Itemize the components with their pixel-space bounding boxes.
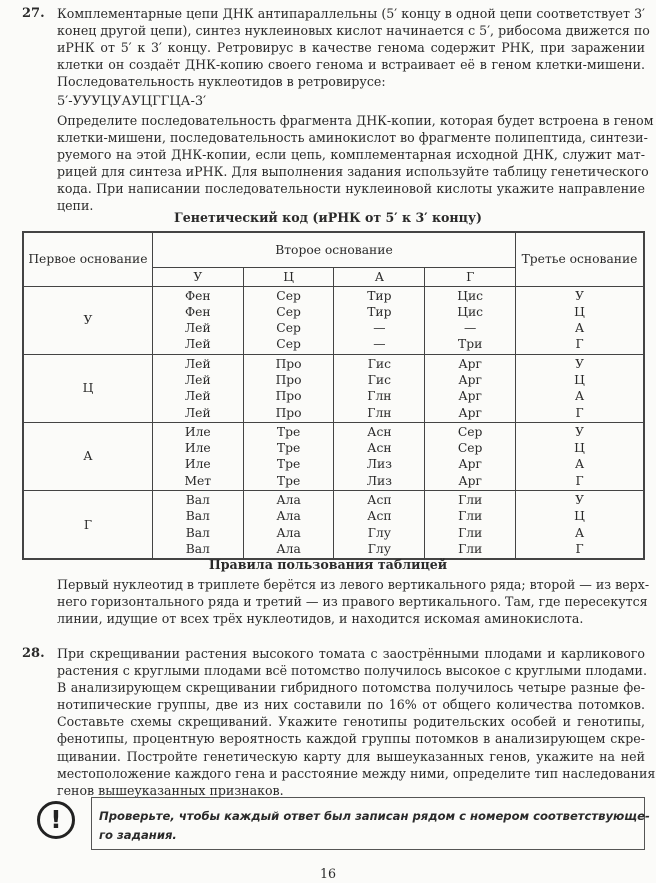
amino-acid: Лей xyxy=(184,337,211,352)
exclamation-icon: ! xyxy=(37,801,75,839)
notice-line: го задания. xyxy=(99,828,177,842)
task-27-number: 27. xyxy=(22,6,45,21)
task-28-number: 28. xyxy=(22,646,45,661)
amino-acid: Вал xyxy=(185,525,210,540)
task-27-question xyxy=(57,112,654,215)
amino-acid: Сер xyxy=(276,321,301,336)
first-base-cell: Г xyxy=(23,491,152,560)
text-line: растения с круглыми плодами всё потомство получилось высокое с круглыми плодами. xyxy=(57,663,647,679)
text-line: генов вышеуказанных признаков. xyxy=(57,782,284,798)
codon-cell xyxy=(334,491,425,560)
third-base: У xyxy=(575,288,584,303)
text-line: При скрещивании растения высокого томата с заострёнными плодами и карликового xyxy=(57,646,645,661)
amino-acid: Гис xyxy=(367,356,391,371)
genetic-code-table xyxy=(22,231,645,560)
codon-cell xyxy=(152,422,243,490)
amino-acid: Асп xyxy=(367,493,392,508)
notice-box xyxy=(91,797,650,850)
amino-acid: Три xyxy=(458,337,483,352)
amino-acid: Тир xyxy=(367,288,392,303)
codon-cell xyxy=(152,286,243,354)
codon-cell xyxy=(425,354,516,422)
text-line: Последовательность нуклеотидов в ретровирусе: xyxy=(57,74,386,90)
text-line: руемого на этой ДНК-копии, если цепь, комплементарная исходной ДНК, служит мат- xyxy=(57,147,645,163)
amino-acid: Арг xyxy=(458,405,482,420)
amino-acid: Глу xyxy=(367,525,391,540)
amino-acid: Лей xyxy=(184,372,211,387)
third-base: Г xyxy=(575,405,584,420)
amino-acid: Сер xyxy=(276,288,301,303)
third-base: Г xyxy=(575,337,584,352)
third-base: У xyxy=(575,493,584,508)
third-base: Ц xyxy=(574,372,585,387)
amino-acid: Тре xyxy=(276,457,301,472)
amino-acid: Арг xyxy=(458,457,482,472)
amino-acid: Асп xyxy=(367,509,392,524)
amino-acid: Сер xyxy=(276,337,301,352)
amino-acid: Ала xyxy=(276,509,301,524)
text-line: Составьте схемы скрещиваний. Укажите генотипы родительских особей и генотипы, xyxy=(57,714,645,730)
third-base: У xyxy=(575,356,584,371)
amino-acid: Гли xyxy=(458,525,483,540)
amino-acid: Иле xyxy=(184,424,211,439)
text-line: местоположение каждого гена и расстояние между ними, определите тип наследования xyxy=(57,765,656,781)
amino-acid: — xyxy=(373,337,386,352)
rules-text xyxy=(57,576,650,627)
table-title: Генетический код (иРНК от 5′ к 3′ концу) xyxy=(174,210,482,225)
amino-acid: Тре xyxy=(276,424,301,439)
amino-acid: Цис xyxy=(457,304,484,319)
text-line: Комплементарные цепи ДНК антипараллельны (5′ концу в одной цепи соответствует 3′ xyxy=(57,6,645,21)
amino-acid: — xyxy=(373,321,386,336)
table-row xyxy=(23,354,644,422)
notice-line: Проверьте, чтобы каждый ответ был записан рядом с номером соответствующе- xyxy=(99,809,650,823)
third-base-cell xyxy=(516,422,644,490)
amino-acid: Арг xyxy=(458,473,482,488)
retrovirus-sequence: 5′-УУУЦУАУЦГГЦА-3′ xyxy=(57,94,207,109)
amino-acid: Ала xyxy=(276,493,301,508)
amino-acid: Про xyxy=(275,389,302,404)
amino-acid: Иле xyxy=(184,457,211,472)
amino-acid: Цис xyxy=(457,288,484,303)
codon-cell xyxy=(425,422,516,490)
amino-acid: Ала xyxy=(276,541,301,556)
amino-acid: Тре xyxy=(276,473,301,488)
codon-cell xyxy=(243,354,334,422)
text-line: клетки-мишени, последовательность аминокислот во фрагменте полипептида, синтези- xyxy=(57,130,648,146)
table-row xyxy=(23,286,644,354)
codon-cell xyxy=(425,286,516,354)
third-base: А xyxy=(574,389,585,404)
second-base-У: У xyxy=(152,267,243,286)
amino-acid: Гли xyxy=(458,509,483,524)
codon-cell xyxy=(425,491,516,560)
amino-acid: Вал xyxy=(185,541,210,556)
page-number: 16 xyxy=(319,866,337,881)
amino-acid: Гли xyxy=(458,541,483,556)
third-base: Г xyxy=(575,473,584,488)
amino-acid: Лиз xyxy=(366,457,392,472)
text-line: цепи. xyxy=(57,198,94,214)
amino-acid: Иле xyxy=(184,441,211,456)
amino-acid: Глу xyxy=(367,541,391,556)
third-base: Г xyxy=(575,541,584,556)
text-line: Первый нуклеотид в триплете берётся из левого вертикального ряда; второй — из верх- xyxy=(57,577,650,592)
amino-acid: Глн xyxy=(367,389,392,404)
amino-acid: Лей xyxy=(184,321,211,336)
amino-acid: Тир xyxy=(367,304,392,319)
first-base-cell: Ц xyxy=(23,354,152,422)
second-base-Г: Г xyxy=(425,267,516,286)
amino-acid: Лиз xyxy=(366,473,392,488)
task-27-intro xyxy=(57,5,650,90)
amino-acid: Арг xyxy=(458,372,482,387)
text-line: него горизонтального ряда и третий — из правого вертикального. Там, где пересекутся xyxy=(57,594,648,610)
text-line: линии, идущие от всех трёх нуклеотидов, и находится искомая аминокислота. xyxy=(57,611,584,627)
third-base: У xyxy=(575,424,584,439)
amino-acid: Сер xyxy=(457,424,483,439)
third-base-cell xyxy=(516,491,644,560)
text-line: рицей для синтеза иРНК. Для выполнения задания используйте таблицу генетического xyxy=(57,164,649,180)
task-28-text xyxy=(57,645,656,799)
text-line: Определите последовательность фрагмента ДНК-копии, которая будет встроена в геном xyxy=(57,113,654,128)
text-line: фенотипы, процентную вероятность каждой группы потомков в анализирующем скре- xyxy=(57,731,645,747)
text-line: щивании. Постройте генетическую карту для вышеуказанных генов, укажите на ней xyxy=(57,748,645,764)
third-base: А xyxy=(574,525,585,540)
table-row xyxy=(23,491,644,560)
first-base-cell: А xyxy=(23,422,152,490)
third-base: Ц xyxy=(574,304,585,319)
codon-cell xyxy=(334,354,425,422)
amino-acid: Про xyxy=(275,372,302,387)
amino-acid: Фен xyxy=(184,304,211,319)
amino-acid: Глн xyxy=(367,405,392,420)
text-line: В анализирующем скрещивании гибридного потомства получилось четыре разные фе- xyxy=(57,680,645,696)
amino-acid: Лей xyxy=(184,405,211,420)
amino-acid: Гис xyxy=(367,372,391,387)
amino-acid: — xyxy=(464,321,477,336)
table-row xyxy=(23,422,644,490)
rules-title: Правила пользования таблицей xyxy=(208,557,448,572)
second-base-Ц: Ц xyxy=(243,267,334,286)
codon-cell xyxy=(152,491,243,560)
third-base-header: Третье основание xyxy=(516,232,644,286)
text-line: нотипические группы, две из них составили по 16% от общего количества потомков. xyxy=(57,697,645,713)
text-line: кода. При написании последовательности нуклеиновой кислоты укажите направление xyxy=(57,181,645,197)
amino-acid: Арг xyxy=(458,389,482,404)
amino-acid: Ала xyxy=(276,525,301,540)
amino-acid: Фен xyxy=(184,288,211,303)
amino-acid: Лей xyxy=(184,389,211,404)
amino-acid: Асн xyxy=(367,424,392,439)
amino-acid: Вал xyxy=(185,493,210,508)
third-base: А xyxy=(574,321,585,336)
amino-acid: Лей xyxy=(184,356,211,371)
amino-acid: Мет xyxy=(184,473,212,488)
third-base: А xyxy=(574,457,585,472)
codon-cell xyxy=(334,286,425,354)
third-base-cell xyxy=(516,354,644,422)
text-line: конец другой цепи), синтез нуклеиновых кислот начинается с 5′, рибосома движется по xyxy=(57,23,650,39)
amino-acid: Асн xyxy=(367,441,392,456)
codon-cell xyxy=(243,286,334,354)
text-line: иРНК от 5′ к 3′ концу. Ретровирус в качестве генома содержит РНК, при заражении xyxy=(57,40,645,56)
third-base: Ц xyxy=(574,509,585,524)
third-base-cell xyxy=(516,286,644,354)
first-base-header: Первое основание xyxy=(23,232,152,286)
codon-cell xyxy=(152,354,243,422)
second-base-А: А xyxy=(334,267,425,286)
second-base-header: Второе основание xyxy=(152,232,515,267)
amino-acid: Тре xyxy=(276,441,301,456)
codon-cell xyxy=(243,422,334,490)
amino-acid: Сер xyxy=(457,441,483,456)
third-base: Ц xyxy=(574,441,585,456)
amino-acid: Про xyxy=(275,356,302,371)
codon-cell xyxy=(243,491,334,560)
amino-acid: Гли xyxy=(458,493,483,508)
amino-acid: Сер xyxy=(276,304,301,319)
amino-acid: Вал xyxy=(185,509,210,524)
text-line: клетки он создаёт ДНК-копию своего генома и встраивает её в геном клетки-мишени. xyxy=(57,57,645,73)
first-base-cell: У xyxy=(23,286,152,354)
amino-acid: Про xyxy=(275,405,302,420)
amino-acid: Арг xyxy=(458,356,482,371)
codon-cell xyxy=(334,422,425,490)
